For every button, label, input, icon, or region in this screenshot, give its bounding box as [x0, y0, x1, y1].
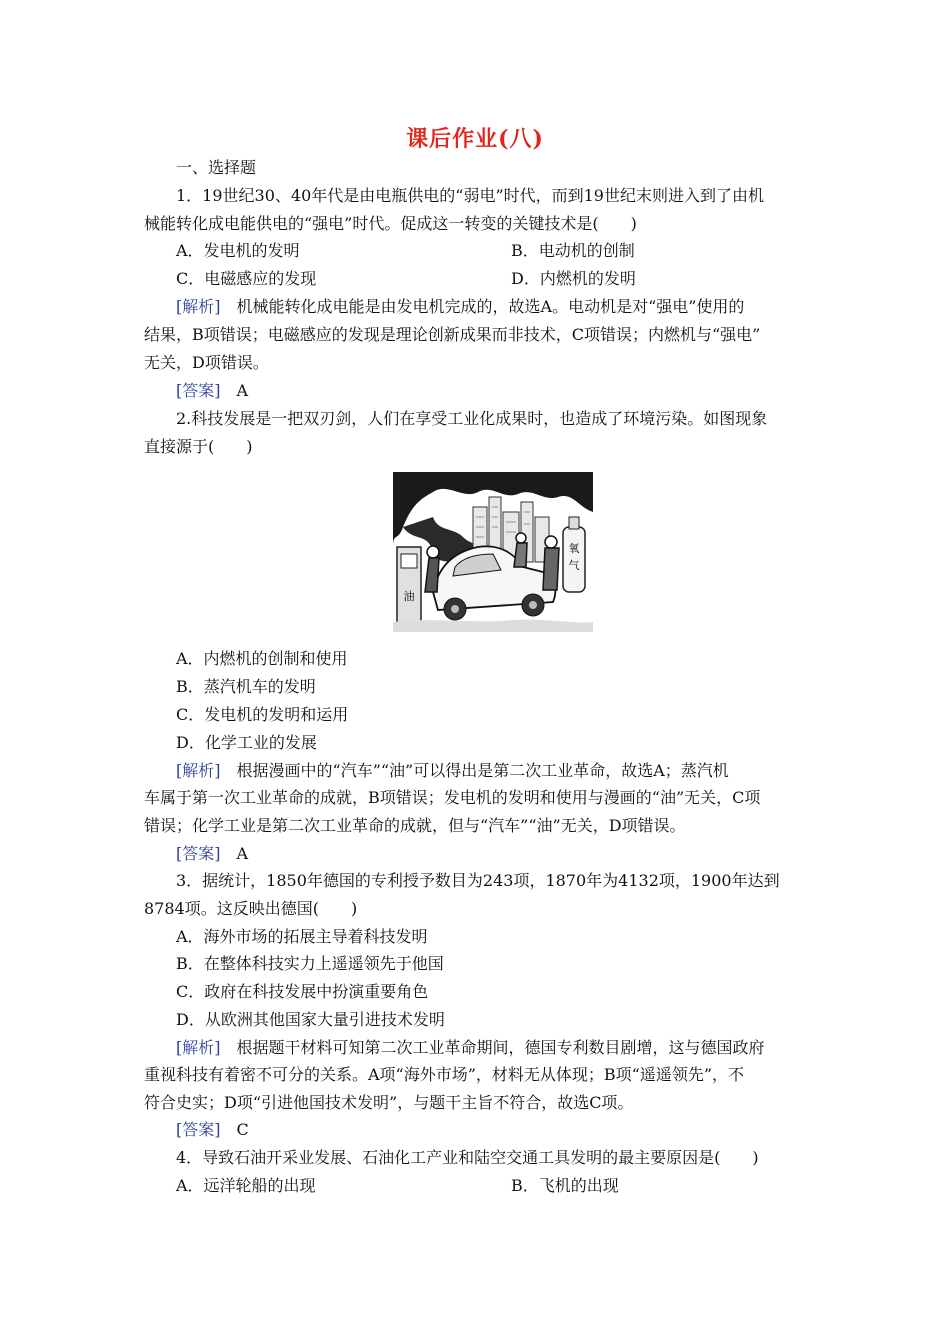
analysis-tag: [解析]: [176, 1038, 221, 1057]
q3-option-a: A．海外市场的拓展主导着科技发明: [176, 927, 428, 946]
cartoon-svg: [393, 472, 593, 632]
q3-option-b: B．在整体科技实力上遥遥领先于他国: [176, 954, 444, 973]
q3-analysis-line-3: 符合史实；D项“引进他国技术发明”，与题干主旨不符合，故选C项。: [144, 1093, 634, 1112]
q3-analysis-line-1: [176, 1038, 765, 1058]
oxygen-label-1: 氧: [568, 542, 580, 555]
analysis-text: 根据漫画中的“汽车”“油”可以得出是第二次工业革命，故选A；蒸汽机: [236, 761, 729, 780]
q3-analysis-line-2: 重视科技有着密不可分的关系。A项“海外市场”，材料无从体现；B项“遥遥领先”，不: [144, 1065, 745, 1084]
q1-option-b: B．电动机的创制: [511, 241, 635, 260]
analysis-text: 根据题干材料可知第二次工业革命期间，德国专利数目剧增，这与德国政府: [236, 1038, 765, 1057]
pollution-cartoon-image: [393, 472, 593, 632]
q3-option-d: D．从欧洲其他国家大量引进技术发明: [176, 1010, 445, 1029]
q3-answer-line: [176, 1120, 249, 1140]
q1-stem-line-2: 械能转化成电能供电的“强电”时代。促成这一转变的关键技术是( ): [144, 214, 637, 233]
analysis-text: 机械能转化成电能是由发电机完成的，故选A。电动机是对“强电”使用的: [236, 297, 745, 316]
q3-stem-line-2: 8784项。这反映出德国( ): [144, 899, 358, 918]
q1-option-a: A．发电机的发明: [176, 241, 300, 260]
page-title: 课后作业(八): [406, 126, 544, 152]
q2-option-a: A．内燃机的创制和使用: [176, 649, 348, 668]
q2-option-d: D．化学工业的发展: [176, 733, 317, 752]
q1-analysis-line-1: [176, 297, 744, 317]
q4-stem-line-1: 4．导致石油开采业发展、石油化工产业和陆空交通工具发明的最主要原因是( ): [176, 1148, 759, 1167]
q1-analysis-line-3: 无关，D项错误。: [144, 353, 269, 372]
q2-stem-line-2: 直接源于( ): [144, 437, 253, 456]
q4-option-a: A．远洋轮船的出现: [176, 1176, 316, 1195]
q2-option-c: C．发电机的发明和运用: [176, 705, 349, 724]
q3-stem-line-1: 3．据统计，1850年德国的专利授予数目为243项，1870年为4132项，1900年达到: [176, 871, 780, 890]
section-heading: 一、选择题: [176, 158, 257, 177]
q1-answer-line: [176, 381, 248, 401]
q2-analysis-line-1: [176, 761, 729, 781]
analysis-tag: [解析]: [176, 761, 221, 780]
q2-stem-line-1: 2.科技发展是一把双刃剑，人们在享受工业化成果时，也造成了环境污染。如图现象: [176, 409, 768, 428]
oil-label: 油: [403, 590, 415, 603]
q3-option-c: C．政府在科技发展中扮演重要角色: [176, 982, 429, 1001]
q1-option-c: C．电磁感应的发现: [176, 269, 317, 288]
answer-tag: [答案]: [176, 381, 221, 400]
q4-option-b: B．飞机的出现: [511, 1176, 619, 1195]
analysis-tag: [解析]: [176, 297, 221, 316]
q2-answer-line: [176, 844, 248, 864]
answer-tag: [答案]: [176, 1120, 221, 1139]
answer-tag: [答案]: [176, 844, 221, 863]
oxygen-label-2: 气: [568, 559, 580, 572]
q1-option-d: D．内燃机的发明: [511, 269, 636, 288]
q2-option-b: B．蒸汽机车的发明: [176, 677, 316, 696]
q2-analysis-line-2: 车属于第一次工业革命的成就，B项错误；发电机的发明和使用与漫画的“油”无关，C项: [144, 788, 761, 807]
answer-value: A: [236, 381, 249, 400]
answer-value: A: [236, 844, 249, 863]
q1-analysis-line-2: 结果，B项错误；电磁感应的发现是理论创新成果而非技术，C项错误；内燃机与“强电”: [144, 325, 761, 344]
q1-stem-line-1: 1．19世纪30、40年代是由电瓶供电的“弱电”时代，而到19世纪末则进入到了由机: [176, 186, 764, 205]
q2-analysis-line-3: 错误；化学工业是第二次工业革命的成就，但与“汽车”“油”无关，D项错误。: [144, 816, 686, 835]
answer-value: C: [236, 1120, 249, 1139]
